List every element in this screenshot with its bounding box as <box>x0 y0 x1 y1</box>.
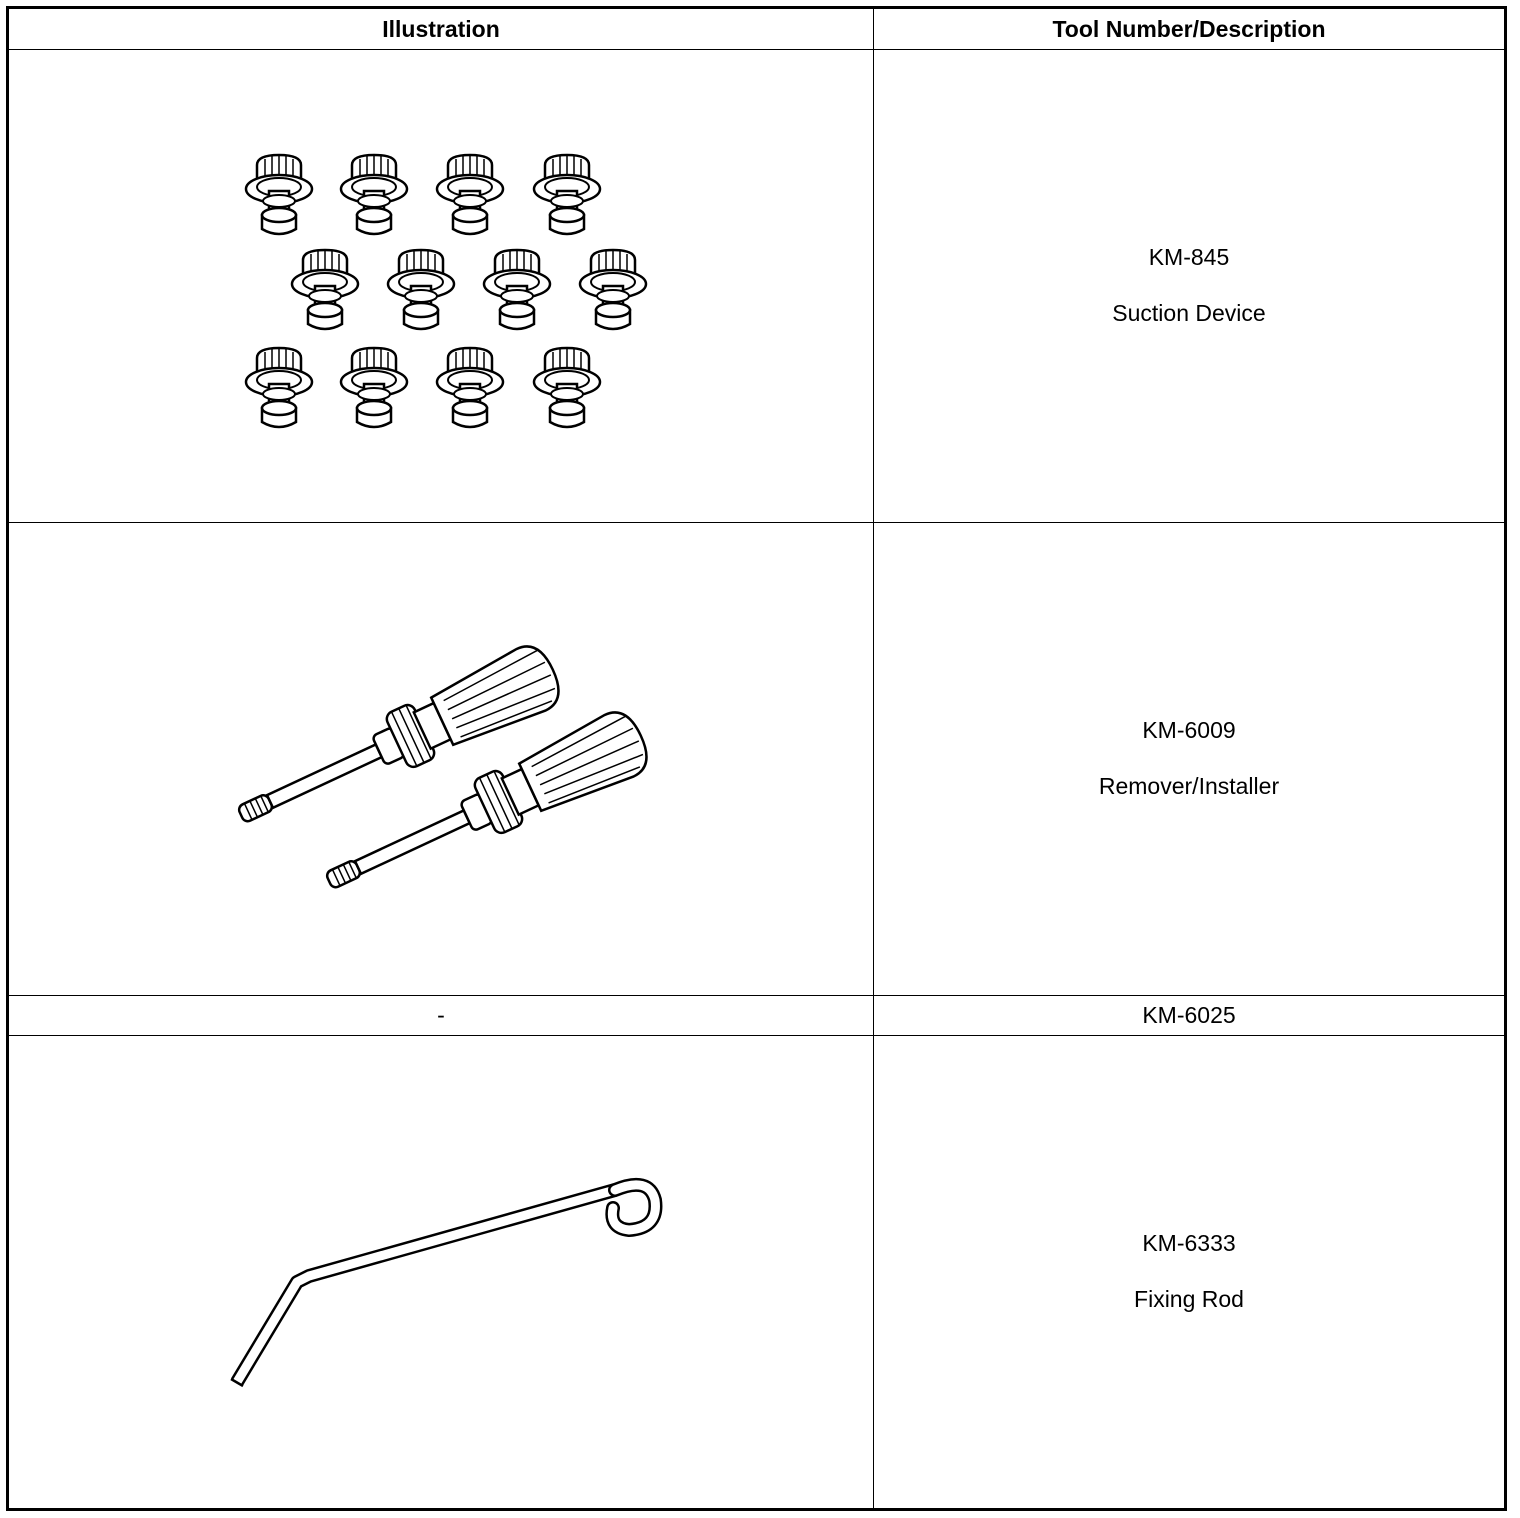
illustration-cell <box>8 523 874 996</box>
fixing-rod-drawing <box>9 1036 875 1508</box>
table-row <box>8 523 1506 996</box>
header-tool-number-description: Tool Number/Description <box>874 8 1506 50</box>
tool-description: Fixing Rod <box>1134 1286 1244 1312</box>
header-row <box>8 8 1506 50</box>
header-illustration: Illustration <box>8 8 874 50</box>
illustration-cell <box>8 50 874 523</box>
suction-device-drawing <box>9 50 875 522</box>
tool-description: Remover/Installer <box>1098 773 1280 799</box>
tool-table <box>6 6 1507 1511</box>
illustration-cell <box>8 1036 874 1510</box>
illustration-cell: - <box>8 996 874 1036</box>
table-row <box>8 1036 1506 1510</box>
description-cell <box>874 1036 1506 1510</box>
description-cell <box>874 523 1506 996</box>
tool-number: KM-845 <box>1148 244 1230 271</box>
tool-description: Suction Device <box>1112 300 1266 326</box>
remover-installer-drawing <box>9 523 875 995</box>
table-row <box>8 50 1506 523</box>
tool-number: KM-6333 <box>1142 1230 1236 1257</box>
description-cell <box>874 50 1506 523</box>
tool-number: KM-6025 <box>874 996 1506 1036</box>
table-row <box>8 996 1506 1036</box>
tool-number: KM-6009 <box>1142 717 1236 744</box>
